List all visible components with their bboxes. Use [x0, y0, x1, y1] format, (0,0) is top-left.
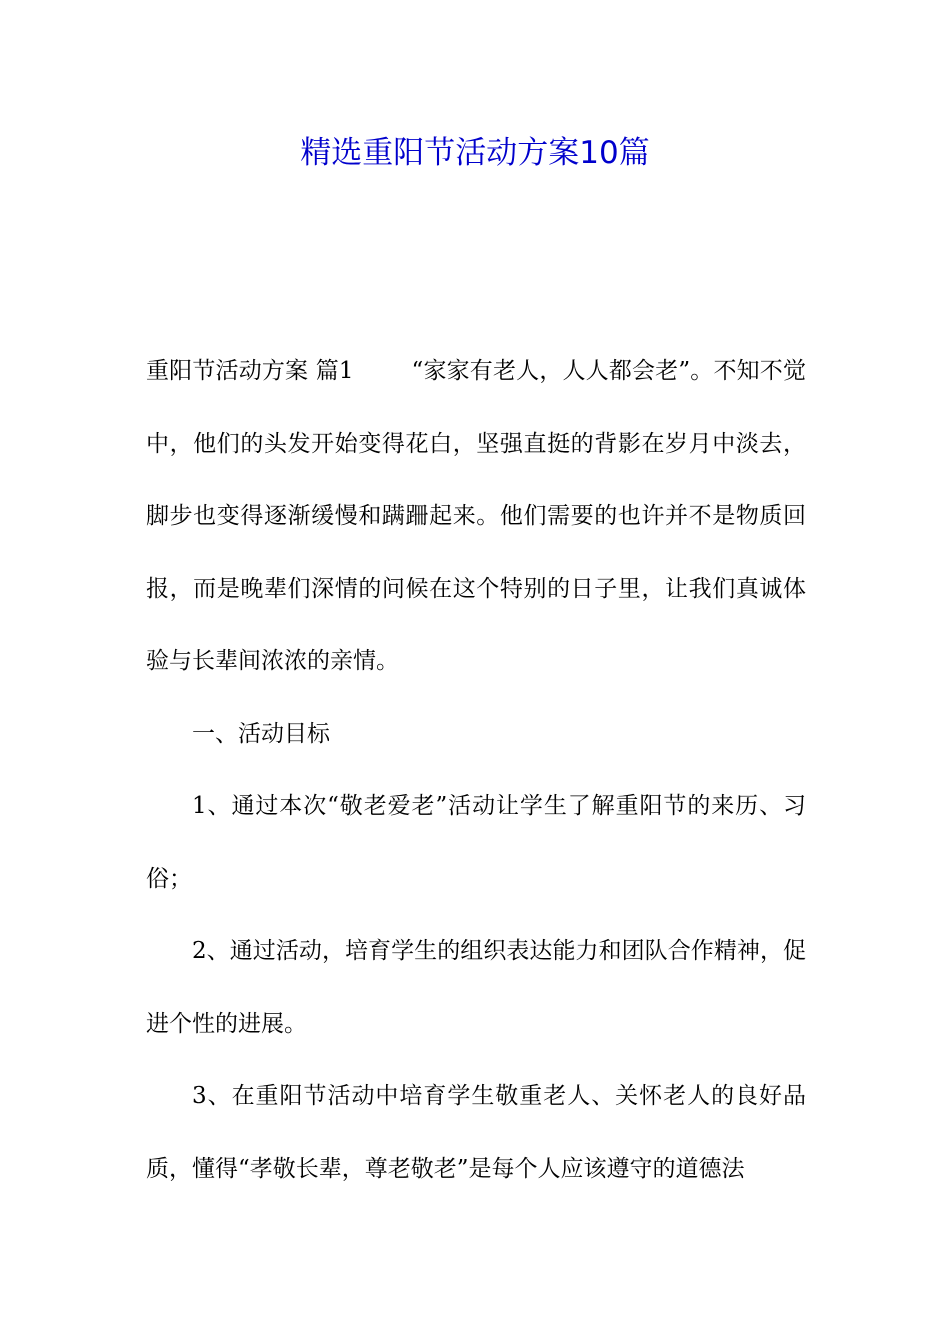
- objectives-heading: 一、活动目标: [192, 720, 330, 747]
- intro-paragraph: [146, 335, 806, 698]
- document-title: 精选重阳节活动方案10篇: [300, 135, 650, 171]
- objective-item-3: 3、在重阳节活动中培育学生敬重老人、关怀老人的良好品质，懂得“孝敬长辈，尊老敬老”是每个人应该遵守的道德法: [146, 1083, 806, 1182]
- objective-item-2: 2、通过活动，培育学生的组织表达能力和团队合作精神，促进个性的进展。: [146, 938, 806, 1037]
- objective-item-1: 1、通过本次“敬老爱老”活动让学生了解重阳节的来历、习俗；: [146, 793, 806, 892]
- document-body: [146, 335, 806, 1205]
- section-label: 重阳节活动方案 篇1: [146, 358, 354, 384]
- intro-text: “家家有老人，人人都会老”。不知不觉中，他们的头发开始变得花白，坚强直挺的背影在岁月中淡去，脚步也变得逐渐缓慢和蹒跚起来。他们需要的也许并不是物质回报，而是晚辈们深情的问候在这个特别的日子里，让我们真诚体验与长辈间浓浓的亲情。: [146, 358, 806, 674]
